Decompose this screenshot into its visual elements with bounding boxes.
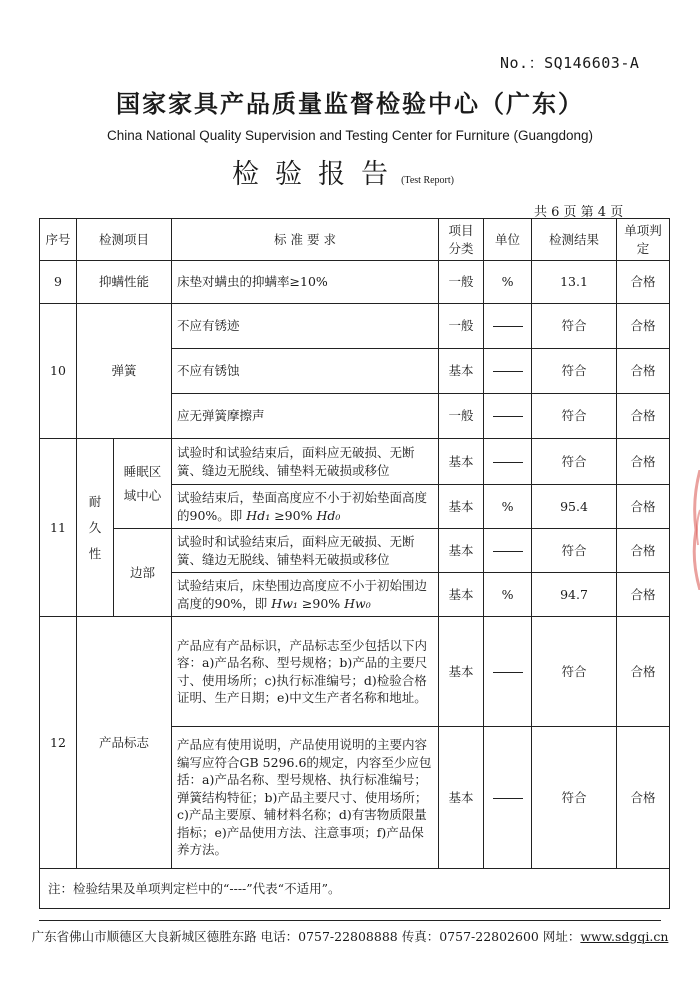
row11-center-standard-2-text: 试验结束后，垫面高度应不小于初始垫面高度的90%。即 bbox=[177, 490, 428, 523]
row12-standard-2: 产品应有使用说明，产品使用说明的主要内容编写应符合GB 5296.6的规定，内容至少应包括：a)产品名称、型号规格、执行标准编号；弹簧结构特征；b)产品主要尺寸、使用场所；c)产品主要原、辅材料名称；d)有害物质限量指标；e)产品使用方法、注意事项；f)产品保养方法。 bbox=[172, 727, 439, 869]
report-title bbox=[232, 152, 532, 191]
footer bbox=[0, 927, 700, 945]
row11-edge-result-1: 符合 bbox=[532, 529, 617, 573]
formula-right: Hw₀ bbox=[344, 595, 371, 611]
table-note-row bbox=[40, 869, 670, 909]
table-row bbox=[40, 261, 670, 304]
row11-edge-judgement-2: 合格 bbox=[617, 573, 670, 617]
not-applicable-dash bbox=[484, 439, 532, 485]
row11-edge-judgement-1: 合格 bbox=[617, 529, 670, 573]
report-title-en: (Test Report) bbox=[401, 175, 454, 186]
row11-center-unit-2: % bbox=[484, 485, 532, 529]
row9-result: 13.1 bbox=[532, 261, 617, 304]
row11-edge-result-2: 94.7 bbox=[532, 573, 617, 617]
row10-standard-1: 不应有锈迹 bbox=[172, 304, 439, 349]
row12-item: 产品标志 bbox=[77, 617, 172, 869]
not-applicable-dash bbox=[484, 304, 532, 349]
row11-center-standard-2 bbox=[172, 485, 439, 529]
footer-address: 广东省佛山市顺德区大良新城区德胜东路 电话：0757-22808888 传真：0757-22802600 网址： bbox=[31, 929, 581, 944]
row10-seq: 10 bbox=[40, 304, 77, 439]
row10-judgement-2: 合格 bbox=[617, 349, 670, 394]
table-header-row bbox=[40, 219, 670, 261]
row11-group-edge: 边部 bbox=[114, 529, 172, 617]
row11-center-judgement-1: 合格 bbox=[617, 439, 670, 485]
row9-category: 一般 bbox=[439, 261, 484, 304]
row10-item: 弹簧 bbox=[77, 304, 172, 439]
row10-standard-3: 应无弹簧摩擦声 bbox=[172, 394, 439, 439]
row12-category-1: 基本 bbox=[439, 617, 484, 727]
row9-seq: 9 bbox=[40, 261, 77, 304]
row11-group-center: 睡眠区域中心 bbox=[114, 439, 172, 529]
header-seq: 序号 bbox=[40, 219, 77, 261]
report-number: No.：SQ146603-A bbox=[500, 54, 640, 72]
center-title-en: China National Quality Supervision and Testing Center for Furniture (Guangdong) bbox=[106, 128, 594, 143]
formula-mid: ≥90% bbox=[274, 507, 313, 523]
table-row bbox=[40, 304, 670, 349]
formula-mid: ≥90% bbox=[301, 595, 341, 611]
row11-center-result-2: 95.4 bbox=[532, 485, 617, 529]
row10-category-3: 一般 bbox=[439, 394, 484, 439]
row11-edge-standard-2-text: 试验结束后，床垫围边高度应不小于初始围边高度的90%，即 bbox=[177, 578, 428, 611]
table-row bbox=[40, 617, 670, 727]
row9-judgement: 合格 bbox=[617, 261, 670, 304]
footer-divider bbox=[39, 920, 661, 921]
center-title-cn: 国家家具产品质量监督检验中心（广东） bbox=[116, 90, 584, 118]
row10-result-3: 符合 bbox=[532, 394, 617, 439]
table-row bbox=[40, 529, 670, 573]
header-standard: 标 准 要 求 bbox=[172, 219, 439, 261]
page-count: 共 6 页 第 4 页 bbox=[534, 205, 624, 220]
row11-edge-unit-2: % bbox=[484, 573, 532, 617]
row11-edge-category-2: 基本 bbox=[439, 573, 484, 617]
formula-left: Hd₁ bbox=[246, 507, 271, 523]
row10-judgement-1: 合格 bbox=[617, 304, 670, 349]
row11-center-result-1: 符合 bbox=[532, 439, 617, 485]
row11-center-standard-1: 试验时和试验结束后，面料应无破损、无断簧、缝边无脱线、铺垫料无破损或移位 bbox=[172, 439, 439, 485]
row11-seq: 11 bbox=[40, 439, 77, 617]
row9-item: 抑螨性能 bbox=[77, 261, 172, 304]
row11-center-category-1: 基本 bbox=[439, 439, 484, 485]
row10-category-2: 基本 bbox=[439, 349, 484, 394]
not-applicable-dash bbox=[484, 529, 532, 573]
row12-seq: 12 bbox=[40, 617, 77, 869]
row11-center-category-2: 基本 bbox=[439, 485, 484, 529]
table-note: 注：检验结果及单项判定栏中的“----”代表“不适用”。 bbox=[40, 869, 670, 909]
table-row bbox=[40, 439, 670, 485]
row10-category-1: 一般 bbox=[439, 304, 484, 349]
seal-stamp-fragment bbox=[688, 470, 700, 590]
row9-unit: % bbox=[484, 261, 532, 304]
row10-result-1: 符合 bbox=[532, 304, 617, 349]
row11-edge-category-1: 基本 bbox=[439, 529, 484, 573]
row11-edge-standard-1: 试验时和试验结束后，面料应无破损、无断簧、缝边无脱线、铺垫料无破损或移位 bbox=[172, 529, 439, 573]
row10-judgement-3: 合格 bbox=[617, 394, 670, 439]
header-unit: 单位 bbox=[484, 219, 532, 261]
formula-left: Hw₁ bbox=[271, 595, 298, 611]
not-applicable-dash bbox=[484, 349, 532, 394]
not-applicable-dash bbox=[484, 727, 532, 869]
formula-right: Hd₀ bbox=[316, 507, 341, 523]
row10-standard-2: 不应有锈蚀 bbox=[172, 349, 439, 394]
footer-website-link[interactable]: www.sdgqi.cn bbox=[580, 929, 669, 944]
header-judgement: 单项判定 bbox=[617, 219, 670, 261]
row12-judgement-1: 合格 bbox=[617, 617, 670, 727]
row10-result-2: 符合 bbox=[532, 349, 617, 394]
header-category: 项目分类 bbox=[439, 219, 484, 261]
header-result: 检测结果 bbox=[532, 219, 617, 261]
row9-standard: 床垫对螨虫的抑螨率≥10% bbox=[172, 261, 439, 304]
row12-result-1: 符合 bbox=[532, 617, 617, 727]
test-results-table bbox=[39, 218, 670, 909]
row12-category-2: 基本 bbox=[439, 727, 484, 869]
row12-judgement-2: 合格 bbox=[617, 727, 670, 869]
report-title-cn: 检验报告 bbox=[232, 159, 404, 190]
header-item: 检测项目 bbox=[77, 219, 172, 261]
row11-edge-standard-2 bbox=[172, 573, 439, 617]
not-applicable-dash bbox=[484, 617, 532, 727]
row11-center-judgement-2: 合格 bbox=[617, 485, 670, 529]
row12-standard-1: 产品应有产品标识，产品标志至少包括以下内容：a)产品名称、型号规格；b)产品的主要尺寸、使用场所；c)执行标准编号；d)检验合格证明、生产日期；e)中文生产者名称和地址。 bbox=[172, 617, 439, 727]
row11-item: 耐久性 bbox=[77, 439, 114, 617]
row12-result-2: 符合 bbox=[532, 727, 617, 869]
not-applicable-dash bbox=[484, 394, 532, 439]
